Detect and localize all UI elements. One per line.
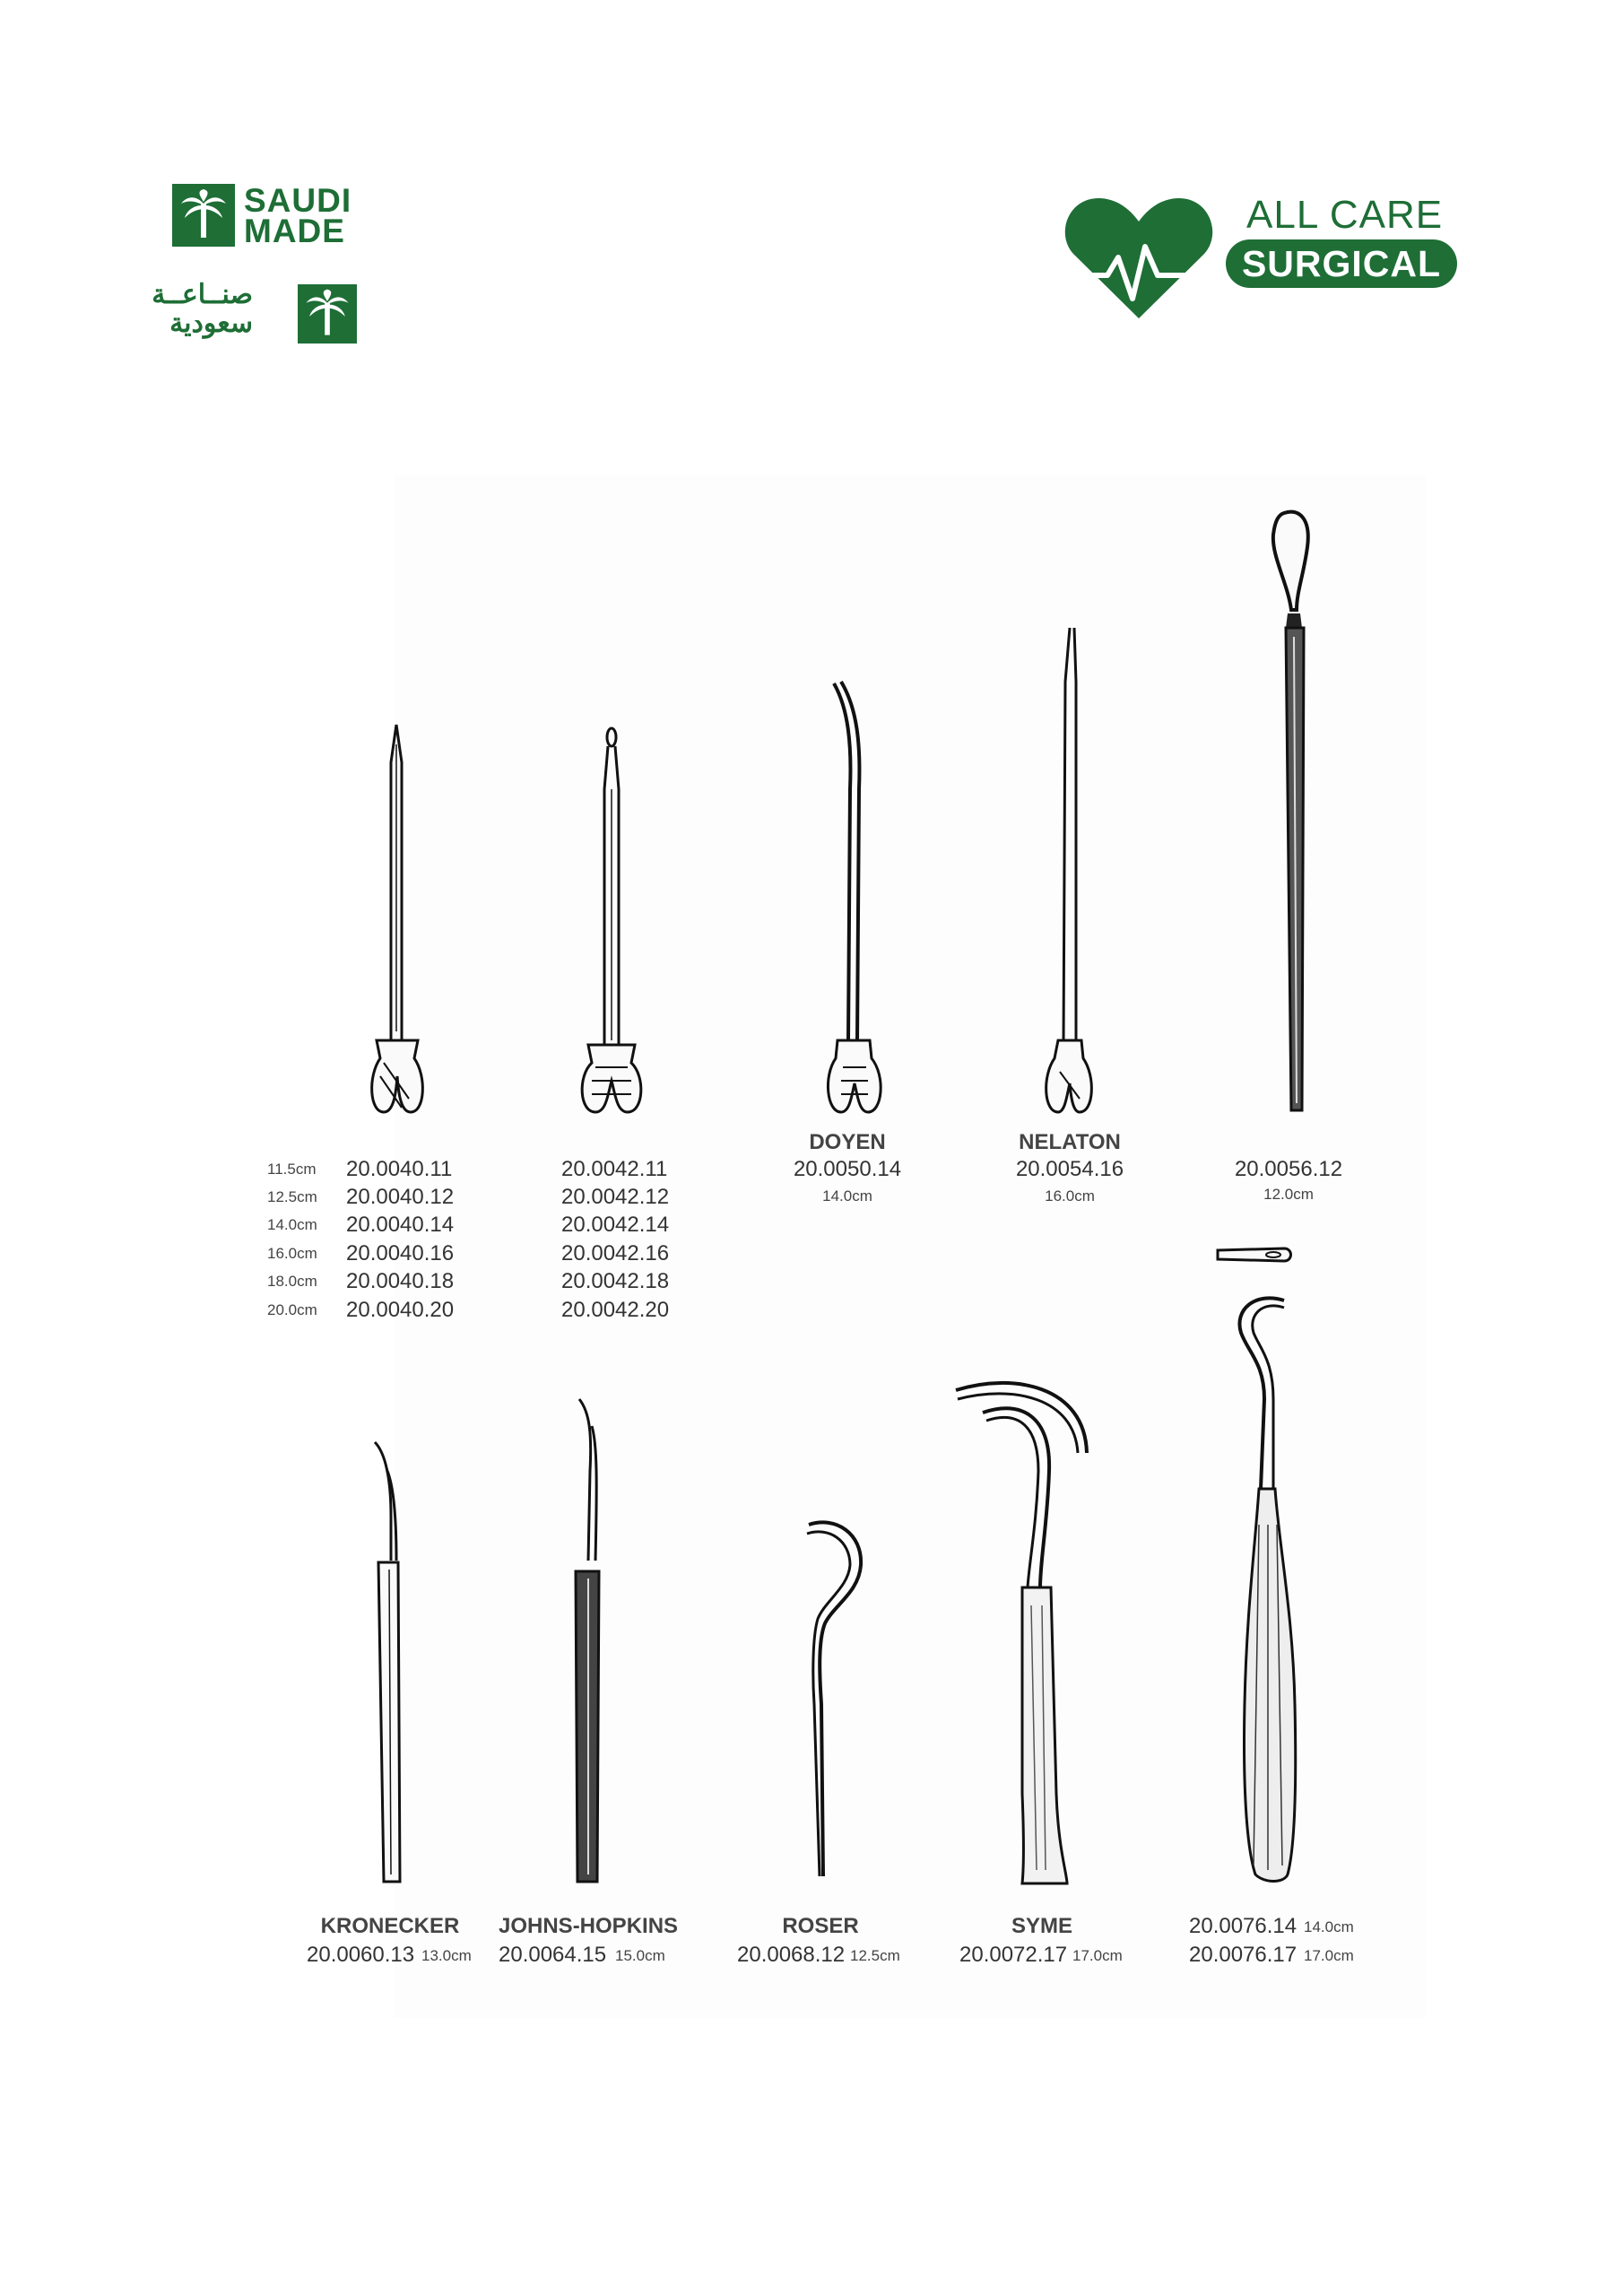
johns-hopkins-code: 20.0064.15	[499, 1943, 607, 1967]
johns-hopkins-illustration	[576, 1399, 599, 1882]
johns-hopkins-size: 15.0cm	[615, 1947, 665, 1964]
saudi-made-arabic-line2: سعودية	[169, 309, 253, 338]
probe-a-size: 18.0cm	[267, 1273, 317, 1290]
spoon-size: 12.0cm	[1263, 1186, 1314, 1203]
probe-b-code: 20.0042.18	[561, 1269, 670, 1293]
syme-code: 20.0072.17	[959, 1943, 1068, 1967]
all-care-text: ALL CARE	[1246, 193, 1444, 237]
hook-code: 20.0076.17	[1189, 1943, 1298, 1967]
nelaton-size: 16.0cm	[1045, 1187, 1095, 1205]
spoon-illustration	[1273, 512, 1308, 1110]
saudi-made-line1: SAUDI	[244, 182, 352, 219]
kronecker-code: 20.0060.13	[307, 1943, 415, 1967]
probe-a-code: 20.0040.14	[346, 1213, 455, 1237]
doyen-illustration	[828, 682, 881, 1112]
probe-b-code: 20.0042.14	[561, 1213, 670, 1237]
probe-a-size: 12.5cm	[267, 1188, 317, 1205]
roser-name: ROSER	[782, 1914, 859, 1938]
doyen-name: DOYEN	[809, 1130, 886, 1154]
probe-b-code: 20.0042.20	[561, 1298, 670, 1322]
probe-a-code: 20.0040.12	[346, 1185, 455, 1209]
roser-code: 20.0068.12	[737, 1943, 846, 1967]
johns-hopkins-name: JOHNS-HOPKINS	[499, 1914, 679, 1938]
probe-b-code: 20.0042.11	[561, 1157, 668, 1181]
probe-b-code: 20.0042.12	[561, 1185, 670, 1209]
spoon-code: 20.0056.12	[1234, 1157, 1343, 1181]
probe-a-code: 20.0040.18	[346, 1269, 455, 1293]
nelaton-illustration	[1046, 628, 1092, 1112]
kronecker-name: KRONECKER	[320, 1914, 460, 1938]
roser-illustration	[807, 1522, 861, 1876]
probe-a-code: 20.0040.16	[346, 1241, 455, 1265]
probe-b-code: 20.0042.16	[561, 1241, 670, 1265]
hook-code: 20.0076.14	[1189, 1914, 1298, 1938]
syme-size: 17.0cm	[1072, 1947, 1123, 1964]
probe-a-illustration	[372, 725, 423, 1112]
probe-a-size: 16.0cm	[267, 1245, 317, 1262]
roser-size: 12.5cm	[850, 1947, 900, 1964]
kronecker-illustration	[375, 1442, 400, 1882]
hook-size: 14.0cm	[1304, 1918, 1354, 1935]
syme-name: SYME	[1011, 1914, 1072, 1938]
doyen-code: 20.0050.14	[793, 1157, 902, 1181]
probe-b-illustration	[582, 728, 641, 1112]
probe-a-size: 11.5cm	[267, 1161, 317, 1178]
nelaton-code: 20.0054.16	[1015, 1157, 1124, 1181]
hook-size: 17.0cm	[1304, 1947, 1354, 1964]
surgical-badge: SURGICAL	[1226, 239, 1457, 288]
saudi-made-line2: MADE	[244, 213, 345, 249]
doyen-size: 14.0cm	[822, 1187, 872, 1205]
saudi-made-arabic-line1: صنــاعــة	[152, 280, 253, 309]
syme-illustration	[956, 1383, 1087, 1883]
probe-a-code: 20.0040.20	[346, 1298, 455, 1322]
probe-a-size: 20.0cm	[267, 1301, 317, 1318]
hook-illustration	[1218, 1248, 1296, 1882]
probe-a-size: 14.0cm	[267, 1216, 317, 1233]
probe-a-code: 20.0040.11	[346, 1157, 453, 1181]
kronecker-size: 13.0cm	[421, 1947, 472, 1964]
nelaton-name: NELATON	[1019, 1130, 1121, 1154]
